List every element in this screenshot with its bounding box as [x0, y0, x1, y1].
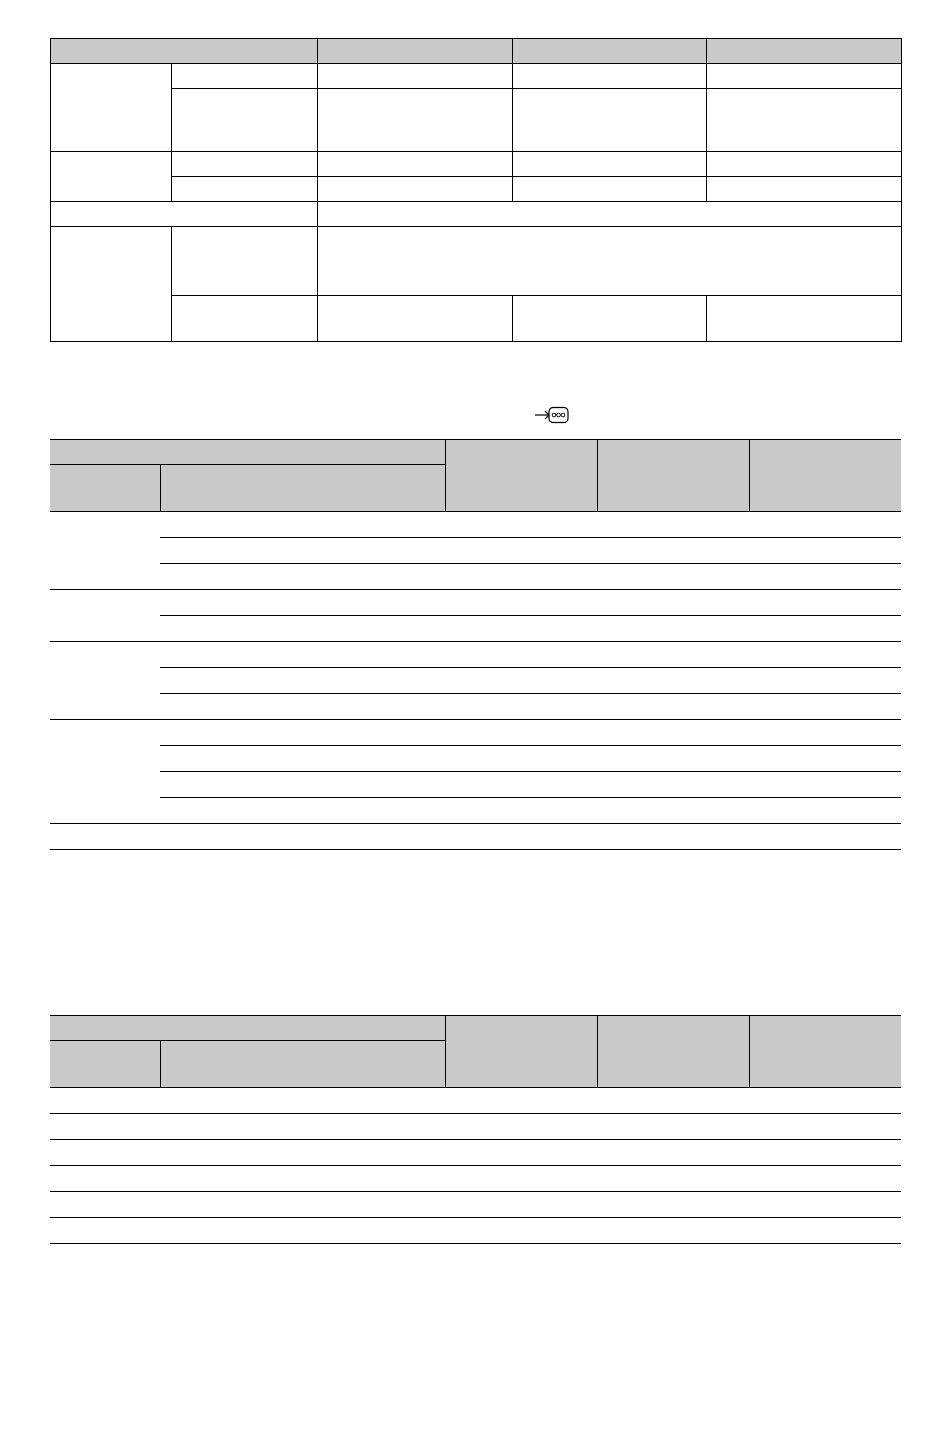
table-row: [50, 824, 901, 850]
table-cell: [318, 538, 445, 564]
table-cell: [707, 296, 902, 342]
table-cell: [597, 1218, 749, 1244]
table-cell: [445, 1140, 597, 1166]
table-cell: [749, 772, 901, 798]
table-cell: [445, 746, 597, 772]
table-cell: [318, 824, 445, 850]
table-cell: [749, 1192, 901, 1218]
table-cell: [318, 1218, 445, 1244]
table-row: [50, 1114, 901, 1140]
table-row: [50, 694, 901, 720]
table-row: [50, 1140, 901, 1166]
table-cell: [749, 1166, 901, 1192]
table-row: [50, 1088, 901, 1114]
table-cell: [707, 64, 902, 89]
table-cell: [749, 564, 901, 590]
table-row: [50, 564, 901, 590]
header-cell: [318, 39, 513, 64]
table-cell: [445, 616, 597, 642]
spec-table-2: [50, 439, 901, 850]
table-cell: [749, 512, 901, 538]
table-cell: [597, 512, 749, 538]
header-cell: [749, 1016, 901, 1088]
table-cell: [597, 824, 749, 850]
table-row: [51, 152, 902, 177]
table-cell: [513, 64, 707, 89]
header-cell: [160, 1041, 318, 1088]
table-cell: [318, 177, 513, 202]
table-cell: [445, 798, 597, 824]
header-cell: [597, 1016, 749, 1088]
table-cell: [318, 1088, 445, 1114]
table-cell: [445, 1114, 597, 1140]
header-cell: [749, 440, 901, 512]
spec-table-3: [50, 1015, 901, 1244]
table-cell: [160, 1192, 318, 1218]
header-cell: [160, 465, 318, 512]
table-cell: [318, 202, 902, 227]
table-cell: [445, 668, 597, 694]
table-cell: [597, 668, 749, 694]
table-cell: [707, 89, 902, 152]
table-cell: [160, 824, 318, 850]
row-group-cell: [50, 590, 160, 642]
table-cell: [160, 538, 318, 564]
table-cell: [749, 642, 901, 668]
table-row: [51, 227, 902, 296]
table-cell: [749, 1140, 901, 1166]
table-cell: [160, 746, 318, 772]
table-cell: [749, 590, 901, 616]
header-cell: [50, 1016, 445, 1041]
table-cell: [445, 564, 597, 590]
table-cell: [172, 152, 318, 177]
table-row: [51, 296, 902, 342]
input-source-icon: [534, 406, 570, 424]
table-cell: [597, 1088, 749, 1114]
table-cell: [597, 1140, 749, 1166]
table-cell: [445, 512, 597, 538]
table-cell: [318, 720, 445, 746]
table-header-row: [51, 39, 902, 64]
table-cell: [50, 1166, 160, 1192]
table-row: [51, 89, 902, 152]
table-row: [51, 64, 902, 89]
table-cell: [749, 746, 901, 772]
row-group-cell: [50, 642, 160, 720]
table-row: [50, 772, 901, 798]
table-row: [50, 746, 901, 772]
table-cell: [445, 1218, 597, 1244]
header-cell: [318, 1041, 445, 1088]
table-cell: [707, 152, 902, 177]
table-cell: [50, 1088, 160, 1114]
table-cell: [597, 1166, 749, 1192]
table-cell: [172, 177, 318, 202]
table-cell: [445, 538, 597, 564]
table-row: [50, 720, 901, 746]
table-cell: [749, 694, 901, 720]
table-cell: [597, 616, 749, 642]
table-row: [50, 590, 901, 616]
table-cell: [160, 720, 318, 746]
table-cell: [318, 1192, 445, 1218]
table-cell: [597, 1114, 749, 1140]
table-cell: [318, 512, 445, 538]
table-cell: [160, 616, 318, 642]
table-cell: [445, 824, 597, 850]
table-cell: [445, 1166, 597, 1192]
table-cell: [160, 1114, 318, 1140]
table-row: [50, 642, 901, 668]
table-cell: [445, 590, 597, 616]
table-cell: [172, 296, 318, 342]
table-cell: [597, 590, 749, 616]
table-cell: [445, 720, 597, 746]
table-cell: [160, 694, 318, 720]
table-cell: [318, 227, 902, 296]
header-cell: [597, 440, 749, 512]
table-row: [50, 1166, 901, 1192]
table-cell: [318, 694, 445, 720]
table-cell: [513, 177, 707, 202]
table-cell: [160, 1166, 318, 1192]
row-group-cell: [51, 64, 172, 152]
table-cell: [597, 720, 749, 746]
table-cell: [749, 616, 901, 642]
header-cell: [513, 39, 707, 64]
table-cell: [597, 564, 749, 590]
table-cell: [318, 1114, 445, 1140]
table-cell: [318, 668, 445, 694]
table-cell: [749, 1088, 901, 1114]
header-cell: [707, 39, 902, 64]
table-cell: [749, 720, 901, 746]
table-row: [50, 798, 901, 824]
table-cell: [50, 1218, 160, 1244]
table-cell: [160, 1140, 318, 1166]
table-row: [50, 668, 901, 694]
header-cell: [51, 39, 318, 64]
table-cell: [445, 694, 597, 720]
table-cell: [318, 616, 445, 642]
header-cell: [50, 440, 445, 465]
header-cell: [50, 465, 160, 512]
table-cell: [50, 1140, 160, 1166]
row-group-cell: [50, 720, 160, 824]
table-row: [51, 202, 902, 227]
table-cell: [172, 89, 318, 152]
table-cell: [160, 564, 318, 590]
table-cell: [318, 296, 513, 342]
table-cell: [445, 642, 597, 668]
table-cell: [749, 1218, 901, 1244]
table-cell: [318, 590, 445, 616]
table-cell: [597, 538, 749, 564]
table-cell: [318, 1140, 445, 1166]
table-cell: [445, 772, 597, 798]
table-cell: [318, 746, 445, 772]
table-cell: [318, 1166, 445, 1192]
table-cell: [160, 668, 318, 694]
table-header-row: [50, 1016, 901, 1041]
table-cell: [318, 564, 445, 590]
table-cell: [749, 798, 901, 824]
row-group-cell: [51, 227, 172, 342]
table-cell: [749, 824, 901, 850]
table-cell: [50, 824, 160, 850]
table-cell: [50, 1192, 160, 1218]
table-cell: [160, 798, 318, 824]
table-cell: [318, 64, 513, 89]
table-cell: [597, 694, 749, 720]
table-row: [50, 1218, 901, 1244]
table-cell: [513, 89, 707, 152]
table-cell: [597, 642, 749, 668]
table-cell: [749, 538, 901, 564]
table-cell: [749, 1114, 901, 1140]
table-header-row: [50, 440, 901, 465]
table-cell: [597, 746, 749, 772]
table-cell: [318, 152, 513, 177]
table-cell: [160, 1088, 318, 1114]
table-cell: [172, 64, 318, 89]
table-cell: [318, 772, 445, 798]
table-cell: [160, 1218, 318, 1244]
spec-table-1: [50, 38, 902, 342]
table-row: [50, 1192, 901, 1218]
table-cell: [318, 798, 445, 824]
header-cell: [445, 440, 597, 512]
table-cell: [160, 512, 318, 538]
table-cell: [318, 89, 513, 152]
table-cell: [160, 642, 318, 668]
header-cell: [318, 465, 445, 512]
table-cell: [160, 590, 318, 616]
table-cell: [513, 152, 707, 177]
table-row: [50, 616, 901, 642]
table-cell: [597, 1192, 749, 1218]
table-row: [50, 538, 901, 564]
table-cell: [172, 227, 318, 296]
table-cell: [51, 202, 318, 227]
table-cell: [749, 668, 901, 694]
header-cell: [445, 1016, 597, 1088]
header-cell: [50, 1041, 160, 1088]
table-cell: [445, 1088, 597, 1114]
table-cell: [160, 772, 318, 798]
row-group-cell: [50, 512, 160, 590]
table-cell: [318, 642, 445, 668]
table-row: [50, 512, 901, 538]
table-row: [51, 177, 902, 202]
table-cell: [707, 177, 902, 202]
table-cell: [597, 798, 749, 824]
table-cell: [513, 296, 707, 342]
table-cell: [597, 772, 749, 798]
table-cell: [50, 1114, 160, 1140]
table-cell: [445, 1192, 597, 1218]
row-group-cell: [51, 152, 172, 202]
